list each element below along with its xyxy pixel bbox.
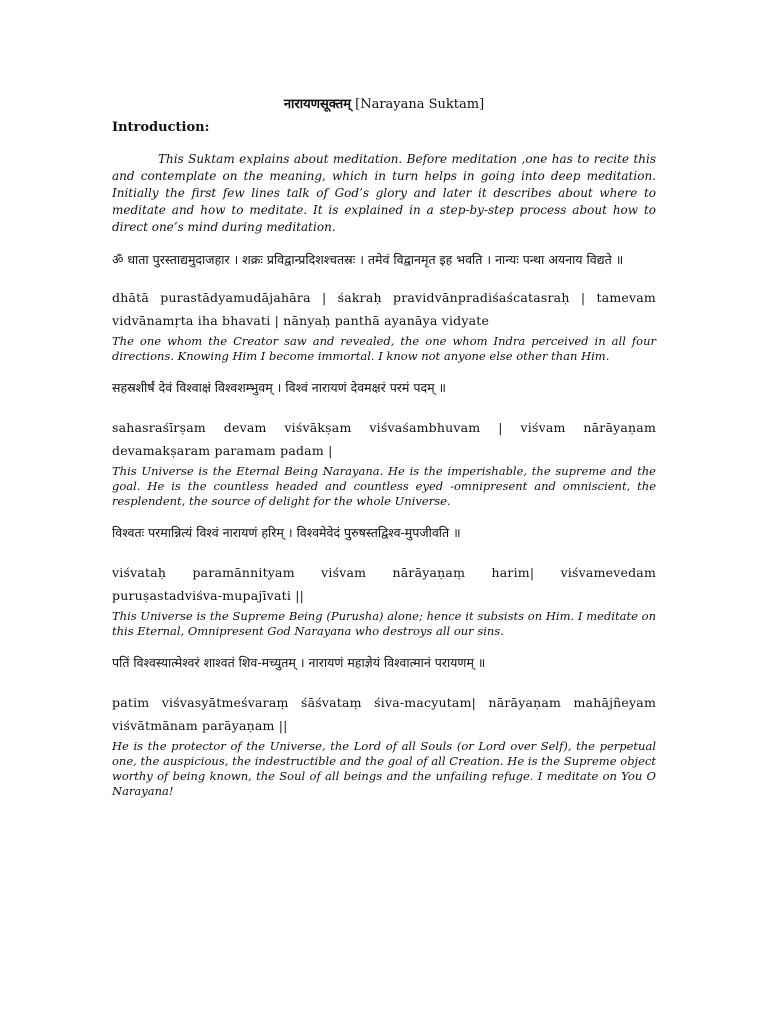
page-title <box>112 94 656 112</box>
verse-sanskrit: सहस्रशीर्षं देवं विश्वाक्षं विश्वशम्भुवम् । विश्वं नारायणं देवमक्षरं परमं पदम् ॥ <box>112 380 447 395</box>
verse-2 <box>112 374 656 509</box>
verse-sanskrit: विश्वतः परमान्नित्यं विश्वं नारायणं हरिम् । विश्वमेवेदं पुरुषस्तद्विश्व-मुपजीवति ॥ <box>112 525 461 540</box>
verse-meaning: This Universe is the Supreme Being (Purusha) alone; hence it subsists on Him. I meditate on this Eternal, Omnipresent God Narayana who destroys all our sins. <box>112 609 656 638</box>
verse-transliteration: patim viśvasyātmeśvaraṃ śāśvataṃ śiva-macyutam| nārāyaṇam mahājñeyam viśvātmānam parāyaṇam || <box>112 695 656 733</box>
verse-1 <box>112 246 656 364</box>
verse-4 <box>112 649 656 799</box>
verse-sanskrit: पतिं विश्वस्यात्मेश्वरं शाश्वतं शिव-मच्युतम् । नारायणं महाज्ञेयं विश्वात्मानं परायणम् ॥ <box>112 655 486 670</box>
verse-3 <box>112 519 656 639</box>
intro-heading: Introduction: <box>112 120 210 135</box>
verse-transliteration: viśvataḥ paramānnityam viśvam nārāyaṇaṃ harim| viśvamevedam puruṣastadviśva-mupajīvati || <box>112 565 656 603</box>
verse-meaning: The one whom the Creator saw and revealed, the one whom Indra perceived in all four directions. Knowing Him I become immortal. I know not anyone else other than Him. <box>112 334 656 363</box>
verse-sanskrit: ॐ धाता पुरस्ताद्यमुदाजहार । शक्रः प्रविद्वान्प्रदिशश्चतस्रः । तमेवं विद्वानमृत इह भवति । नान्यः पन्था अयनाय विद्यते ॥ <box>112 252 624 267</box>
intro-paragraph <box>112 151 656 236</box>
verse-meaning: He is the protector of the Universe, the Lord of all Souls (or Lord over Self), the perpetual one, the auspicious, the indestructible and the goal of all Creation. He is the Supreme object worthy of being known, the Soul of all beings and the unfailing refuge. I meditate on You O Narayana! <box>112 739 656 798</box>
title-latin: [Narayana Suktam] <box>355 97 485 112</box>
title-devanagari: नारायणसूक्तम् <box>283 97 351 112</box>
intro-text: This Suktam explains about meditation. Before meditation ,one has to recite this and contemplate on the meaning, which in turn helps in going into deep meditation. Initially the first few lines talk of God’s glory and later it describes about where to meditate and how to meditate. It is explained in a step-by-step process about how to direct one’s mind during meditation. <box>112 152 656 234</box>
verse-transliteration: sahasraśīrṣam devam viśvākṣam viśvaśambhuvam | viśvam nārāyaṇam devamakṣaram paramam padam | <box>112 420 656 458</box>
verse-transliteration: dhātā purastādyamudājahāra | śakraḥ pravidvānpradiśaścatasraḥ | tamevam vidvānamṛta iha bhavati | nānyaḥ panthā ayanāya vidyate <box>112 290 656 328</box>
verse-meaning: This Universe is the Eternal Being Narayana. He is the imperishable, the supreme and the goal. He is the countless headed and countless eyed -omnipresent and omniscient, the resplendent, the source of delight for the whole Universe. <box>112 464 656 508</box>
